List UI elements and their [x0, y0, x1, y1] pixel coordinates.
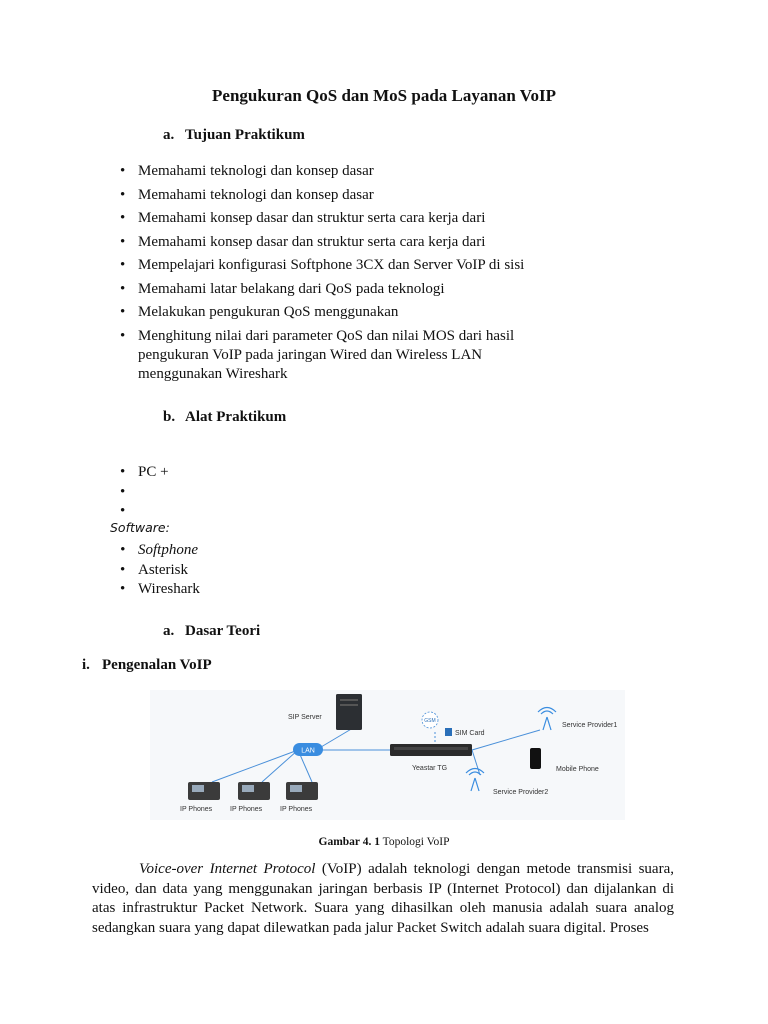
- provider2-label: Service Provider2: [493, 789, 549, 796]
- list-item: • Wireshark: [115, 580, 415, 600]
- figure-number: Gambar 4. 1: [318, 836, 380, 848]
- gateway-label: Yeastar TG: [412, 765, 448, 772]
- list-item: • Memahami konsep dasar dan struktur serta cara kerja dari: [115, 233, 575, 252]
- ip-phone-icon: [286, 782, 318, 800]
- objectives-list: [115, 162, 575, 384]
- ip-phones-label: IP Phones: [280, 806, 313, 813]
- server-icon: [336, 694, 362, 730]
- section-title: Alat Praktikum: [185, 409, 287, 425]
- section-label: a.: [163, 623, 175, 639]
- lan-label: LAN: [301, 747, 315, 755]
- list-item: • Memahami teknologi dan konsep dasar: [115, 162, 575, 181]
- subsection-heading: [82, 657, 212, 674]
- section-title: Tujuan Praktikum: [185, 127, 305, 143]
- section-title: Dasar Teori: [185, 623, 261, 639]
- ip-phone-icon: [238, 782, 270, 800]
- list-item: • Mempelajari konfigurasi Softphone 3CX dan Server VoIP di sisi: [115, 256, 575, 275]
- section-heading-tujuan: [163, 127, 305, 144]
- list-item-line: pengukuran VoIP pada jaringan Wired dan Wireless LAN: [138, 346, 483, 363]
- software-list: [115, 541, 415, 600]
- list-item: • Memahami konsep dasar dan struktur serta cara kerja dari: [115, 209, 575, 228]
- software-label: Software:: [110, 520, 170, 535]
- list-item: [115, 327, 575, 384]
- list-item: • Memahami latar belakang dari QoS pada teknologi: [115, 280, 575, 299]
- ip-phones-label: IP Phones: [230, 806, 263, 813]
- ip-phone-icon: [188, 782, 220, 800]
- section-heading-alat: [163, 409, 286, 426]
- ip-phones-label: IP Phones: [180, 806, 213, 813]
- hardware-list: [115, 463, 415, 522]
- gateway-icon: [390, 744, 472, 756]
- list-item-line: • Menghitung nilai dari parameter QoS dan nilai MOS dari hasil: [138, 327, 515, 344]
- figure-caption-text: Topologi VoIP: [379, 836, 450, 848]
- section-heading-dasar-teori: [163, 623, 260, 640]
- mobile-phone-label: Mobile Phone: [556, 766, 599, 773]
- mobile-phone-icon: [530, 748, 541, 769]
- subsection-title: Pengenalan VoIP: [102, 657, 212, 673]
- list-item: [115, 483, 415, 503]
- list-item: • Asterisk: [115, 561, 415, 581]
- figure-caption: [0, 836, 768, 848]
- section-label: b.: [163, 409, 176, 425]
- page-title: Pengukuran QoS dan MoS pada Layanan VoIP: [212, 86, 556, 105]
- voip-topology-diagram: [150, 690, 625, 820]
- sim-card-label: SIM Card: [455, 730, 485, 737]
- italic-term: Voice-over Internet Protocol: [139, 861, 316, 877]
- list-item: • PC +: [115, 463, 415, 483]
- list-item: • Memahami teknologi dan konsep dasar: [115, 186, 575, 205]
- section-label: a.: [163, 127, 175, 143]
- body-paragraph: [92, 860, 674, 938]
- list-item-line: menggunakan Wireshark: [138, 365, 288, 382]
- list-item: [115, 502, 415, 522]
- provider1-label: Service Provider1: [562, 722, 618, 729]
- list-item: • Melakukan pengukuran QoS menggunakan: [115, 303, 575, 322]
- list-item: • Softphone: [115, 541, 415, 561]
- paragraph-text: (VoIP) adalah teknologi dengan metode transmisi suara, video, dan data yang menggunakan jaringan berbasis IP (Internet Protocol) dan dijalankan di atas infrastruktur Packet Network. Suara yang dihasilkan oleh manusia adalah suara analog sedangkan suara yang dapat dilewatkan pada jalur Packet Switch adalah suara digital. Proses: [92, 861, 674, 936]
- gsm-label: GSM: [424, 718, 436, 724]
- subsection-label: i.: [82, 657, 90, 673]
- sim-card-icon: [445, 728, 452, 736]
- sip-server-label: SIP Server: [288, 714, 322, 721]
